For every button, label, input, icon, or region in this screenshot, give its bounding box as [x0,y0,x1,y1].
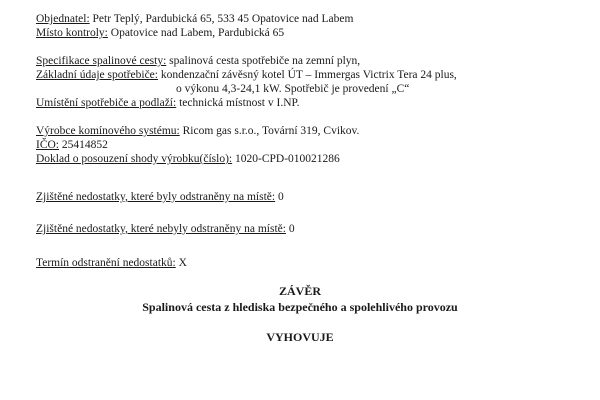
deadline-row [36,256,187,270]
appliance-location-label: Umístění spotřebiče a podlaží: [36,97,177,109]
chimney-maker-label: Výrobce komínového systému: [36,125,180,137]
conformity-doc-value: 1020-CPD-010021286 [232,153,340,165]
appliance-data-value: kondenzační závěsný kotel ÚT – Immergas Victrix Tera 24 plus, [157,69,457,81]
chimney-maker-row [36,124,359,138]
defects-fixed-row [36,190,284,204]
appliance-data-row [36,68,457,82]
appliance-data-label: Základní údaje spotřebiče: [36,69,158,81]
ico-value: 25414852 [59,139,108,151]
client-value: Petr Teplý, Pardubická 65, 533 45 Opatovice nad Labem [89,13,354,25]
flue-spec-value: spalinová cesta spotřebiče na zemní plyn, [166,55,361,67]
defects-unfixed-row [36,222,295,236]
defects-unfixed-label: Zjištěné nedostatky, které nebyly odstraněny na místě: [36,223,286,235]
appliance-location-row [36,96,300,110]
client-label: Objednatel: [36,13,90,25]
inspection-place-value: Opatovice nad Labem, Pardubická 65 [107,27,285,39]
inspection-place-row [36,26,284,40]
chimney-maker-value: Ricom gas s.r.o., Tovární 319, Cvikov. [179,125,360,137]
defects-fixed-label: Zjištěné nedostatky, které byly odstraněny na místě: [36,191,276,203]
conclusion-subtitle: Spalinová cesta z hlediska bezpečného a spolehlivého provozu [142,300,458,314]
defects-fixed-value: 0 [275,191,284,203]
conclusion-verdict: VYHOVUJE [266,330,334,344]
flue-spec-label: Specifikace spalinové cesty: [36,55,167,67]
appliance-location-value: technická místnost v I.NP. [176,97,300,109]
deadline-value: X [175,257,187,269]
flue-spec-row [36,54,360,68]
ico-row [36,138,108,152]
conclusion-title: ZÁVĚR [278,284,321,298]
ico-label: IČO: [36,139,59,151]
deadline-label: Termín odstranění nedostatků: [36,257,176,269]
defects-unfixed-value: 0 [285,223,295,235]
appliance-data-continuation: o výkonu 4,3-24,1 kW. Spotřebič je provedení „C“ [176,83,410,95]
inspection-place-label: Místo kontroly: [36,27,108,39]
conformity-doc-label: Doklad o posouzení shody výrobku(číslo): [36,153,233,165]
conformity-doc-row [36,152,340,166]
client-row [36,12,353,26]
